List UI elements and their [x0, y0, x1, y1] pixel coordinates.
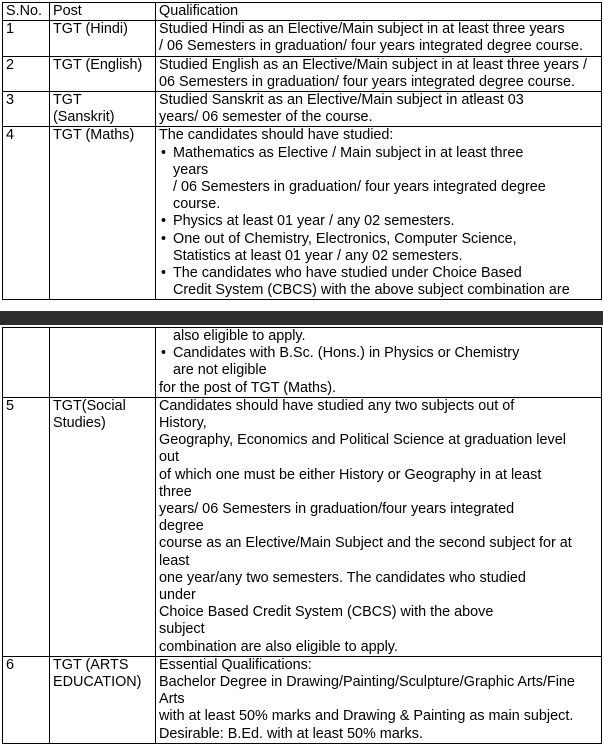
bullet-line: • The candidates who have studied under Choice Based	[173, 265, 522, 282]
page-break-band	[0, 311, 603, 325]
bullet-line: / 06 Semesters in graduation/ four years integrated degree	[173, 179, 546, 196]
qual-line: combination are also eligible to apply.	[159, 638, 398, 655]
bullet-list	[159, 345, 601, 379]
row-sno	[3, 328, 50, 398]
bullet-line: • Mathematics as Elective / Main subject in at least three	[173, 144, 524, 161]
qual-line: degree	[159, 518, 204, 535]
qual-line: least	[159, 552, 190, 569]
qual-line: of which one must be either History or Geography in at least	[159, 466, 542, 483]
bullet-line: Statistics at least 01 year / any 02 semesters.	[173, 247, 463, 264]
bullet-item	[173, 231, 601, 265]
row-qualification	[156, 21, 602, 56]
row-post	[50, 656, 156, 743]
row-post	[50, 397, 156, 656]
post-line: TGT (ARTS	[53, 656, 129, 673]
row-qualification	[156, 127, 602, 300]
bullet-item	[173, 345, 601, 379]
header-row	[3, 3, 602, 21]
table-row	[3, 127, 602, 300]
qual-line: Studied English as an Elective/Main subject in at least three years /	[159, 56, 587, 73]
qual-line: course as an Elective/Main Subject and the second subject for at	[159, 535, 572, 552]
qual-intro: The candidates should have studied:	[159, 127, 394, 144]
row-sno: 4	[3, 127, 50, 300]
row-sno: 2	[3, 56, 50, 91]
qual-line: also eligible to apply.	[173, 328, 306, 344]
table-row	[3, 397, 602, 656]
bullet-line: Credit System (CBCS) with the above subject combination are	[173, 282, 570, 299]
qualification-table-part1	[2, 2, 602, 300]
bullet-item	[173, 265, 601, 299]
qual-line: / 06 Semesters in graduation/ four years integrated degree course.	[159, 38, 583, 55]
bullet-line: years	[173, 161, 209, 178]
post-line: (Sanskrit)	[53, 109, 115, 126]
qual-line: History,	[159, 415, 207, 432]
row-sno: 3	[3, 92, 50, 127]
post-line: TGT	[53, 92, 82, 109]
qual-line: three	[159, 483, 192, 500]
qual-line: under	[159, 587, 196, 604]
qual-line: Studied Hindi as an Elective/Main subject in at least three years	[159, 21, 565, 38]
qual-line: subject	[159, 621, 205, 638]
row-qualification	[156, 92, 602, 127]
row-sno: 1	[3, 21, 50, 56]
qual-line: 06 Semesters in graduation/ four years integrated degree course.	[159, 73, 575, 90]
qual-line: Geography, Economics and Political Science at graduation level	[159, 432, 566, 449]
qual-line: for the post of TGT (Maths).	[159, 379, 337, 396]
bullet-line: • Physics at least 01 year / any 02 semesters.	[173, 213, 455, 230]
row-qualification	[156, 656, 602, 743]
qual-line: Bachelor Degree in Drawing/Painting/Sculpture/Graphic Arts/Fine	[159, 674, 575, 691]
qualification-table-part2	[2, 327, 602, 744]
header-post: Post	[50, 3, 156, 21]
header-qualification: Qualification	[156, 3, 602, 21]
bullet-list	[159, 145, 601, 300]
qual-line: Candidates should have studied any two subjects out of	[159, 397, 515, 414]
row-post	[50, 92, 156, 127]
row-post: TGT (English)	[50, 56, 156, 91]
header-sno: S.No.	[3, 3, 50, 21]
table-row-continuation	[3, 328, 602, 398]
row-post: TGT (Hindi)	[50, 21, 156, 56]
qual-line: out	[159, 449, 180, 466]
post-line: Studies)	[53, 415, 106, 432]
table-row	[3, 656, 602, 743]
qual-line: Essential Qualifications:	[159, 656, 312, 673]
row-post	[50, 328, 156, 398]
bullet-line: • One out of Chemistry, Electronics, Computer Science,	[173, 230, 517, 247]
qual-line: years/ 06 semester of the course.	[159, 109, 373, 126]
post-line: TGT(Social	[53, 397, 126, 414]
table-row	[3, 21, 602, 56]
qual-line: Choice Based Credit System (CBCS) with the above	[159, 604, 494, 621]
bullet-item	[173, 145, 601, 214]
qual-line: Arts	[159, 691, 185, 708]
qual-line: Studied Sanskrit as an Elective/Main subject in atleast 03	[159, 92, 524, 109]
bullet-line: course.	[173, 196, 221, 213]
qual-line: one year/any two semesters. The candidates who studied	[159, 569, 526, 586]
bullet-line: are not eligible	[173, 362, 267, 379]
bullet-line: • Candidates with B.Sc. (Hons.) in Physics or Chemistry	[173, 345, 520, 362]
row-sno: 5	[3, 397, 50, 656]
row-sno: 6	[3, 656, 50, 743]
bullet-item	[173, 213, 601, 230]
qual-line: with at least 50% marks and Drawing & Painting as main subject.	[159, 708, 574, 725]
row-qualification	[156, 397, 602, 656]
qual-line: Desirable: B.Ed. with at least 50% marks.	[159, 725, 423, 742]
table-row	[3, 56, 602, 91]
qual-line: years/ 06 Semesters in graduation/four years integrated	[159, 501, 515, 518]
post-line: EDUCATION)	[53, 674, 142, 691]
row-qualification	[156, 328, 602, 398]
table-row	[3, 92, 602, 127]
row-qualification	[156, 56, 602, 91]
row-post: TGT (Maths)	[50, 127, 156, 300]
